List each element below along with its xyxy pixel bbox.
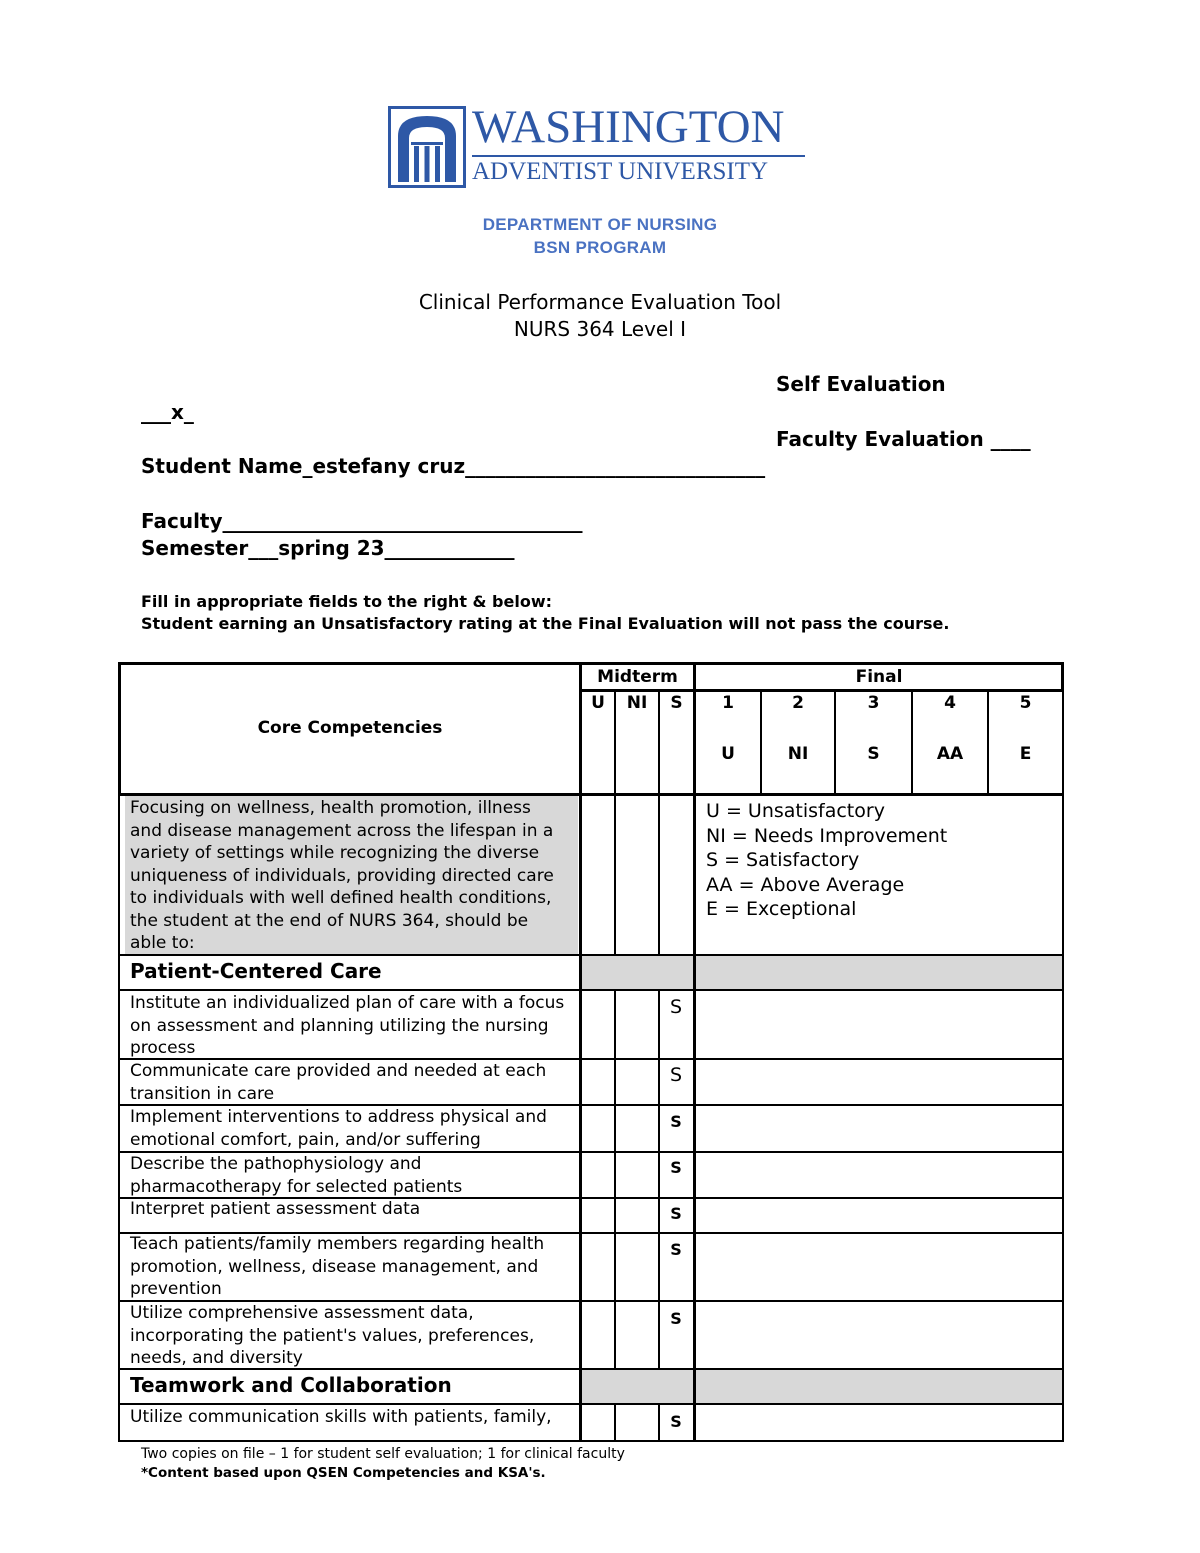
intro-text: Focusing on wellness, health promotion, illness and disease management across the lifespan in a variety of settings while recognizing the diverse uniqueness of individuals, providing directed care to individuals with well defined health conditions, the student at the end of NURS 364, should be able to: bbox=[130, 798, 554, 953]
university-logo-icon bbox=[388, 106, 466, 188]
logo-wordmark-line2: ADVENTIST UNIVERSITY bbox=[472, 158, 769, 185]
final-col-4-num: 4 bbox=[944, 693, 956, 713]
midterm-col-u: U bbox=[591, 693, 605, 713]
faculty-field[interactable]: Faculty____________________________________ bbox=[141, 509, 583, 533]
program-heading: BSN PROGRAM bbox=[533, 238, 667, 257]
final-col-1-code: U bbox=[721, 744, 735, 764]
competency-row: Utilize comprehensive assessment data, incorporating the patient's values, preferences, needs, and diversity bbox=[130, 1303, 535, 1368]
section2-shading bbox=[581, 1370, 1064, 1404]
midterm-s-mark[interactable]: S bbox=[670, 1309, 682, 1328]
competency-row: Institute an individualized plan of care with a focus on assessment and planning utilizing the nursing process bbox=[130, 993, 565, 1058]
final-col-5-code: E bbox=[1019, 744, 1032, 764]
final-col-4-code: AA bbox=[936, 744, 964, 764]
midterm-col-s: S bbox=[670, 693, 683, 713]
midterm-s-mark[interactable]: S bbox=[670, 1204, 682, 1223]
self-evaluation-mark[interactable]: ___x_ bbox=[141, 400, 194, 424]
section1-shading bbox=[581, 956, 1064, 990]
final-col-2-num: 2 bbox=[792, 693, 804, 713]
course-title: NURS 364 Level I bbox=[513, 317, 687, 341]
final-col-1-num: 1 bbox=[722, 693, 734, 713]
final-col-2-code: NI bbox=[787, 744, 809, 764]
midterm-s-mark[interactable]: S bbox=[669, 1064, 683, 1086]
competency-row: Implement interventions to address physical and emotional comfort, pain, and/or suffering bbox=[130, 1107, 547, 1150]
department-heading: DEPARTMENT OF NURSING bbox=[482, 215, 718, 234]
competency-row: Describe the pathophysiology and pharmacotherapy for selected patients bbox=[130, 1154, 463, 1197]
section-patient-centered-care: Patient-Centered Care bbox=[130, 959, 382, 983]
midterm-s-mark[interactable]: S bbox=[669, 996, 683, 1018]
final-col-5-num: 5 bbox=[1019, 693, 1032, 713]
footer-copies-note: Two copies on file – 1 for student self evaluation; 1 for clinical faculty bbox=[141, 1446, 625, 1462]
footer-qsen-note: *Content based upon QSEN Competencies and KSA's. bbox=[141, 1465, 546, 1481]
midterm-s-mark[interactable]: S bbox=[670, 1412, 682, 1431]
midterm-s-mark[interactable]: S bbox=[670, 1112, 682, 1131]
instructions-line1: Fill in appropriate fields to the right & below: bbox=[141, 592, 553, 611]
competency-row: Communicate care provided and needed at each transition in care bbox=[130, 1061, 547, 1104]
student-name-field[interactable]: Student Name_estefany cruz______________________________ bbox=[141, 454, 766, 478]
rating-legend: U = Unsatisfactory NI = Needs Improvement S = Satisfactory AA = Above Average E = Exceptional bbox=[706, 800, 948, 920]
final-header: Final bbox=[855, 667, 903, 687]
midterm-header: Midterm bbox=[597, 667, 678, 687]
competency-row: Utilize communication skills with patients, family, bbox=[130, 1407, 552, 1427]
competency-row: Interpret patient assessment data bbox=[130, 1199, 421, 1219]
logo-wordmark-line1: WASHINGTON bbox=[472, 101, 785, 153]
final-col-3-code: S bbox=[867, 744, 880, 764]
self-evaluation-label: Self Evaluation bbox=[776, 372, 946, 396]
core-competencies-header: Core Competencies bbox=[257, 718, 443, 738]
competency-table bbox=[118, 662, 1064, 1442]
section-teamwork-collaboration: Teamwork and Collaboration bbox=[130, 1373, 452, 1397]
faculty-evaluation-label[interactable]: Faculty Evaluation ____ bbox=[776, 427, 1031, 451]
midterm-s-mark[interactable]: S bbox=[670, 1240, 682, 1259]
final-col-3-num: 3 bbox=[867, 693, 880, 713]
midterm-s-mark[interactable]: S bbox=[670, 1158, 682, 1177]
semester-field[interactable]: Semester___spring 23_____________ bbox=[141, 536, 515, 560]
competency-row: Teach patients/family members regarding health promotion, wellness, disease management, and prevention bbox=[130, 1234, 545, 1299]
midterm-col-ni: NI bbox=[626, 693, 648, 713]
document-title: Clinical Performance Evaluation Tool bbox=[418, 290, 782, 314]
instructions-line2: Student earning an Unsatisfactory rating at the Final Evaluation will not pass the course. bbox=[141, 614, 950, 633]
